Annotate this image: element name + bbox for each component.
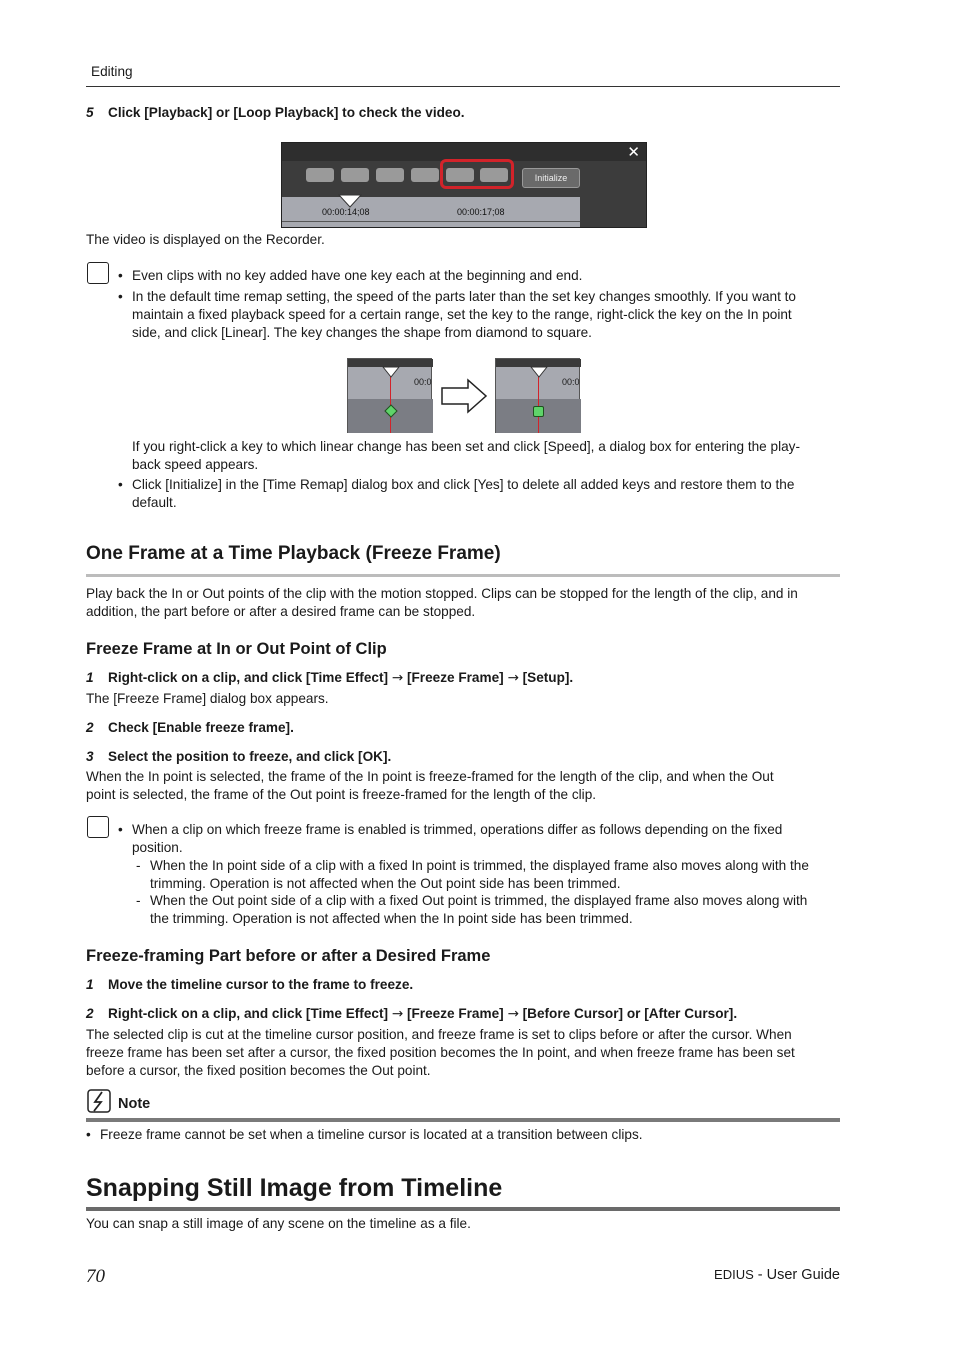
arrow-glyph: →	[391, 1006, 404, 1022]
hand-tip-icon	[87, 816, 109, 838]
arrow-glyph: →	[507, 670, 519, 686]
note-icon	[87, 1089, 111, 1113]
header-rule	[86, 86, 840, 87]
section-heading-freeze-frame: One Frame at a Time Playback (Freeze Frame)	[86, 543, 501, 564]
tip1-speed-note: If you right-click a key to which linear change has been set and click [Speed], a dialog box for entering the play- back speed appears.	[132, 439, 800, 472]
square-key-image	[495, 358, 580, 433]
tip1-bullet-2: • In the default time remap setting, the speed of the parts later than the set key changes smoothly. If you want to maintain a fixed playback speed for a certain range, set the key to the range, right-click the key on the In point side, and click [Linear]. The key changes the shape from diamond to square.	[118, 289, 796, 340]
prev-key-icon[interactable]	[376, 168, 404, 182]
time-remap-toolbar	[281, 142, 647, 228]
diamond-key-icon	[384, 404, 398, 418]
freeze-intro: Play back the In or Out points of the clip with the motion stopped. Clips can be stopped for the length of the clip, and in addition, the part before or after a desired frame can be stopped.	[86, 586, 798, 619]
note-label: Note	[118, 1096, 151, 1112]
ruler-line	[282, 221, 580, 222]
cursor-marker-icon	[338, 194, 362, 208]
cursor-marker-icon	[382, 366, 400, 378]
step-5: 5 Click [Playback] or [Loop Playback] to check the video.	[86, 105, 465, 120]
sub1-step-2: 2 Check [Enable freeze frame].	[86, 720, 294, 735]
section-heading-snapping: Snapping Still Image from Timeline	[86, 1174, 503, 1202]
sub1-step1-result: The [Freeze Frame] dialog box appears.	[86, 691, 329, 706]
key-timecode: 00:0	[414, 377, 432, 387]
sub2-step2-desc: The selected clip is cut at the timeline cursor position, and freeze frame is set to clips before or after the cursor. When freeze frame has been set after a cursor, the fixed position becomes the In point, and when freeze frame has been set before a cursor, the fixed position becomes the Out point.	[86, 1027, 795, 1078]
footer-guide-title: EDIUS - User Guide	[714, 1267, 840, 1283]
note-bullet: • Freeze frame cannot be set when a timeline cursor is located at a transition between clips.	[86, 1127, 643, 1142]
loop-playback-icon[interactable]	[480, 168, 508, 182]
running-header: Editing	[91, 64, 133, 79]
sub1-step-1: 1 Right-click on a clip, and click [Time Effect] → [Freeze Frame] → [Setup].	[86, 670, 574, 686]
note-rule	[86, 1118, 840, 1122]
tip2-dash-1: - When the In point side of a clip with a fixed In point is trimmed, the displayed frame also moves along with the trimming. Operation is not affected when the Out point side has been trimmed.	[136, 858, 809, 891]
tip2-dash-2: - When the Out point side of a clip with a fixed Out point is trimmed, the displayed frame also moves along with the trimming. Operation is not affected when the In point side has been trimmed.	[136, 893, 808, 926]
sub1-step-3: 3 Select the position to freeze, and click [OK].	[86, 749, 392, 764]
square-key-icon	[533, 406, 544, 417]
playback-icon[interactable]	[446, 168, 474, 182]
page-number: 70	[86, 1266, 105, 1287]
tip2-bullet-1: • When a clip on which freeze frame is enabled is trimmed, operations differ as follows depending on the fixed position.	[118, 822, 783, 855]
section-rule	[86, 1207, 840, 1211]
timecode-2: 00:00:17;08	[457, 207, 505, 217]
subheading-in-out-point: Freeze Frame at In or Out Point of Clip	[86, 640, 387, 658]
sub2-step-1: 1 Move the timeline cursor to the frame to freeze.	[86, 977, 414, 992]
subheading-before-after: Freeze-framing Part before or after a Desired Frame	[86, 947, 491, 965]
arrow-glyph: →	[391, 670, 404, 686]
timeline-ruler	[282, 197, 580, 227]
snapping-intro: You can snap a still image of any scene on the timeline as a file.	[86, 1216, 471, 1231]
diamond-key-image	[347, 358, 432, 433]
cursor-marker-icon	[530, 366, 548, 378]
section-rule	[86, 574, 840, 577]
sub2-step-2: 2 Right-click on a clip, and click [Time Effect] → [Freeze Frame] → [Before Cursor] or [After Cursor].	[86, 1006, 738, 1022]
key-timecode: 00:0	[562, 377, 580, 387]
add-key-icon[interactable]	[306, 168, 334, 182]
initialize-button[interactable]: Initialize	[522, 168, 580, 188]
step5-result: The video is displayed on the Recorder.	[86, 232, 325, 247]
sub1-step3-desc: When the In point is selected, the frame of the In point is freeze-framed for the length of the clip, and when the Out point is selected, the frame of the Out point is freeze-framed for the length of the clip.	[86, 769, 774, 802]
arrow-glyph: →	[507, 1006, 519, 1022]
next-key-icon[interactable]	[411, 168, 439, 182]
arrow-right-icon	[440, 378, 488, 414]
hand-tip-icon	[87, 262, 109, 284]
tip1-bullet-1: • Even clips with no key added have one key each at the beginning and end.	[118, 268, 583, 283]
timecode-1: 00:00:14;08	[322, 207, 370, 217]
delete-key-icon[interactable]	[341, 168, 369, 182]
close-icon[interactable]: ✕	[627, 143, 640, 161]
tip1-bullet-3: • Click [Initialize] in the [Time Remap] dialog box and click [Yes] to delete all added keys and restore them to the default.	[118, 477, 795, 510]
